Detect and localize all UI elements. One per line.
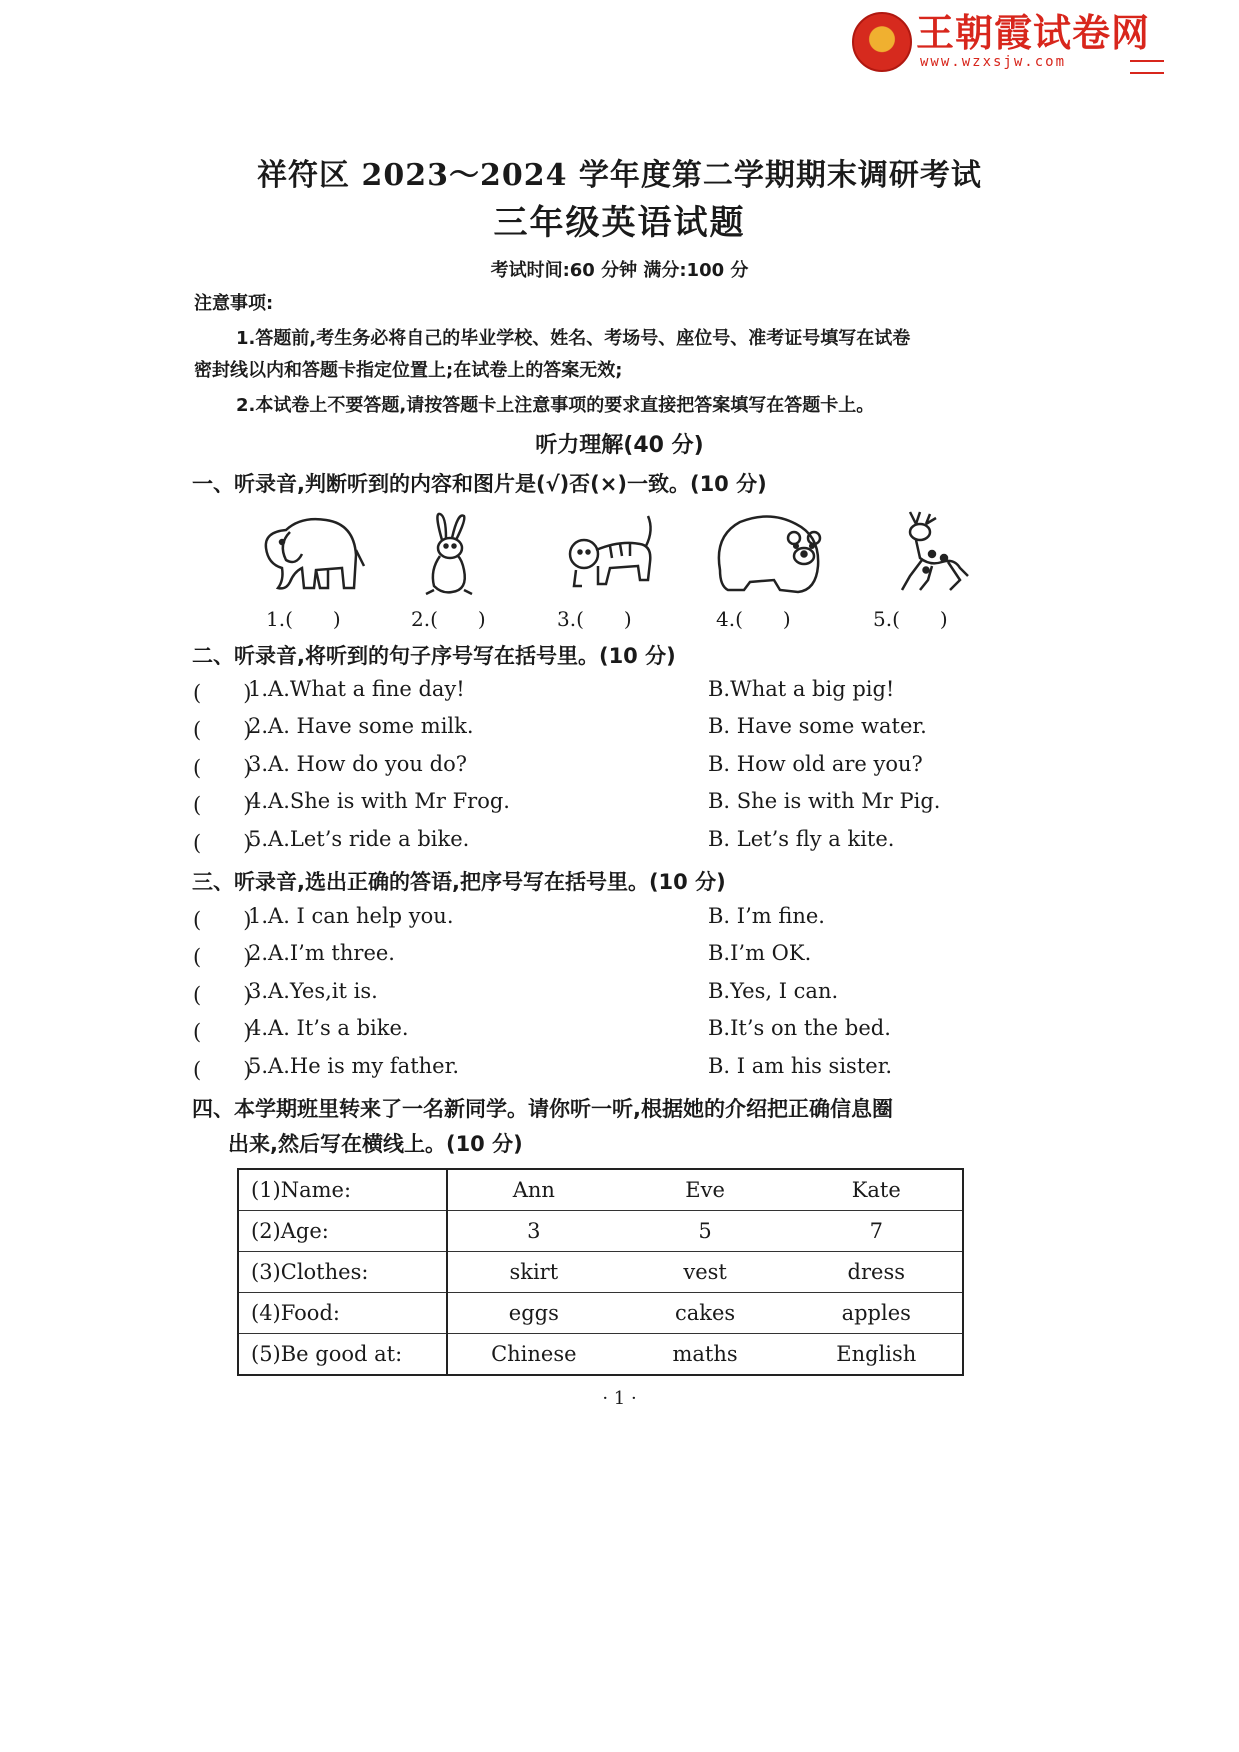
answer-blank[interactable]: ( ) — [193, 681, 252, 705]
option-cell[interactable]: Eve — [620, 1169, 791, 1211]
section-3-heading: 三、听录音,选出正确的答语,把序号写在括号里。(10 分) — [192, 870, 726, 894]
info-table — [237, 1168, 964, 1376]
option-b: B.It’s on the bed. — [708, 1016, 891, 1040]
answer-blank-3[interactable]: 3.( ) — [557, 607, 632, 631]
answer-blank[interactable]: ( ) — [193, 908, 252, 932]
option-a: 4.A. It’s a bike. — [248, 1016, 409, 1040]
answer-blank-4[interactable]: 4.( ) — [716, 607, 791, 631]
table-row — [238, 1293, 963, 1334]
elephant-icon — [256, 510, 366, 596]
table-row — [238, 1211, 963, 1252]
section-1-heading: 一、听录音,判断听到的内容和图片是(√)否(×)一致。(10 分) — [192, 472, 767, 496]
option-b: B.Yes, I can. — [708, 979, 839, 1003]
option-a: 3.A.Yes,it is. — [248, 979, 378, 1003]
rabbit-icon — [408, 510, 488, 596]
logo-name: 王朝霞试卷网 — [916, 11, 1151, 55]
option-a: 2.A.I’m three. — [248, 941, 395, 965]
option-b: B. I am his sister. — [708, 1054, 893, 1078]
section-2-heading: 二、听录音,将听到的句子序号写在括号里。(10 分) — [192, 644, 676, 668]
option-b: B.What a big pig! — [708, 677, 895, 701]
option-a: 1.A. I can help you. — [248, 904, 454, 928]
row-label: (5)Be good at: — [238, 1334, 447, 1376]
option-cell[interactable]: apples — [791, 1293, 963, 1334]
exam-subtitle: 三年级英语试题 — [493, 203, 746, 243]
option-cell[interactable]: dress — [791, 1252, 963, 1293]
option-cell[interactable]: vest — [620, 1252, 791, 1293]
answer-blank-1[interactable]: 1.( ) — [266, 607, 341, 631]
option-b: B. I’m fine. — [708, 904, 825, 928]
section-4-heading-line-2: 出来,然后写在横线上。(10 分) — [228, 1132, 523, 1156]
row-label: (4)Food: — [238, 1293, 447, 1334]
option-a: 4.A.She is with Mr Frog. — [248, 789, 510, 813]
option-a: 5.A.Let’s ride a bike. — [248, 827, 470, 851]
section-4-heading-line-1: 四、本学期班里转来了一名新同学。请你听一听,根据她的介绍把正确信息圈 — [192, 1097, 893, 1121]
exam-info: 考试时间:60 分钟 满分:100 分 — [490, 260, 749, 281]
row-label: (3)Clothes: — [238, 1252, 447, 1293]
part-heading: 听力理解(40 分) — [535, 433, 704, 458]
notice-item-2: 2.本试卷上不要答题,请按答题卡上注意事项的要求直接把答案填写在答题卡上。 — [236, 395, 875, 416]
site-logo — [852, 10, 1170, 76]
exam-title: 祥符区 2023～2024 学年度第二学期期末调研考试 — [257, 158, 982, 193]
option-b: B. She is with Mr Pig. — [708, 789, 941, 813]
page-number: · 1 · — [602, 1388, 637, 1409]
option-cell[interactable]: 3 — [447, 1211, 620, 1252]
row-label: (2)Age: — [238, 1211, 447, 1252]
option-cell[interactable]: 5 — [620, 1211, 791, 1252]
table-row — [238, 1252, 963, 1293]
tiger-icon — [560, 510, 660, 596]
option-cell[interactable]: eggs — [447, 1293, 620, 1334]
option-cell[interactable]: Chinese — [447, 1334, 620, 1376]
option-cell[interactable]: English — [791, 1334, 963, 1376]
notice-item-1-line-1: 1.答题前,考生务必将自己的毕业学校、姓名、考场号、座位号、准考证号填写在试卷 — [236, 328, 911, 349]
deer-icon — [880, 510, 972, 596]
seal-icon — [852, 12, 912, 72]
option-cell[interactable]: maths — [620, 1334, 791, 1376]
row-label: (1)Name: — [238, 1169, 447, 1211]
answer-blank[interactable]: ( ) — [193, 945, 252, 969]
option-cell[interactable]: Ann — [447, 1169, 620, 1211]
option-a: 2.A. Have some milk. — [248, 714, 474, 738]
logo-url: www.wzxsjw.com — [920, 54, 1067, 70]
answer-blank[interactable]: ( ) — [193, 983, 252, 1007]
option-cell[interactable]: 7 — [791, 1211, 963, 1252]
answer-blank[interactable]: ( ) — [193, 831, 252, 855]
notice-item-1-line-2: 密封线以内和答题卡指定位置上;在试卷上的答案无效; — [194, 360, 623, 381]
answer-blank[interactable]: ( ) — [193, 718, 252, 742]
answer-blank[interactable]: ( ) — [193, 793, 252, 817]
option-b: B.I’m OK. — [708, 941, 812, 965]
logo-decoration — [1130, 60, 1164, 74]
option-a: 1.A.What a fine day! — [248, 677, 465, 701]
option-b: B. Have some water. — [708, 714, 927, 738]
bear-icon — [710, 510, 830, 596]
answer-blank[interactable]: ( ) — [193, 1020, 252, 1044]
answer-blank[interactable]: ( ) — [193, 1058, 252, 1082]
table-row — [238, 1334, 963, 1376]
answer-blank-5[interactable]: 5.( ) — [873, 607, 948, 631]
option-cell[interactable]: cakes — [620, 1293, 791, 1334]
notice-heading: 注意事项: — [194, 293, 274, 314]
option-cell[interactable]: skirt — [447, 1252, 620, 1293]
table-row — [238, 1169, 963, 1211]
option-a: 5.A.He is my father. — [248, 1054, 460, 1078]
option-cell[interactable]: Kate — [791, 1169, 963, 1211]
answer-blank-2[interactable]: 2.( ) — [411, 607, 486, 631]
answer-blank[interactable]: ( ) — [193, 756, 252, 780]
option-a: 3.A. How do you do? — [248, 752, 467, 776]
option-b: B. Let’s fly a kite. — [708, 827, 895, 851]
option-b: B. How old are you? — [708, 752, 923, 776]
